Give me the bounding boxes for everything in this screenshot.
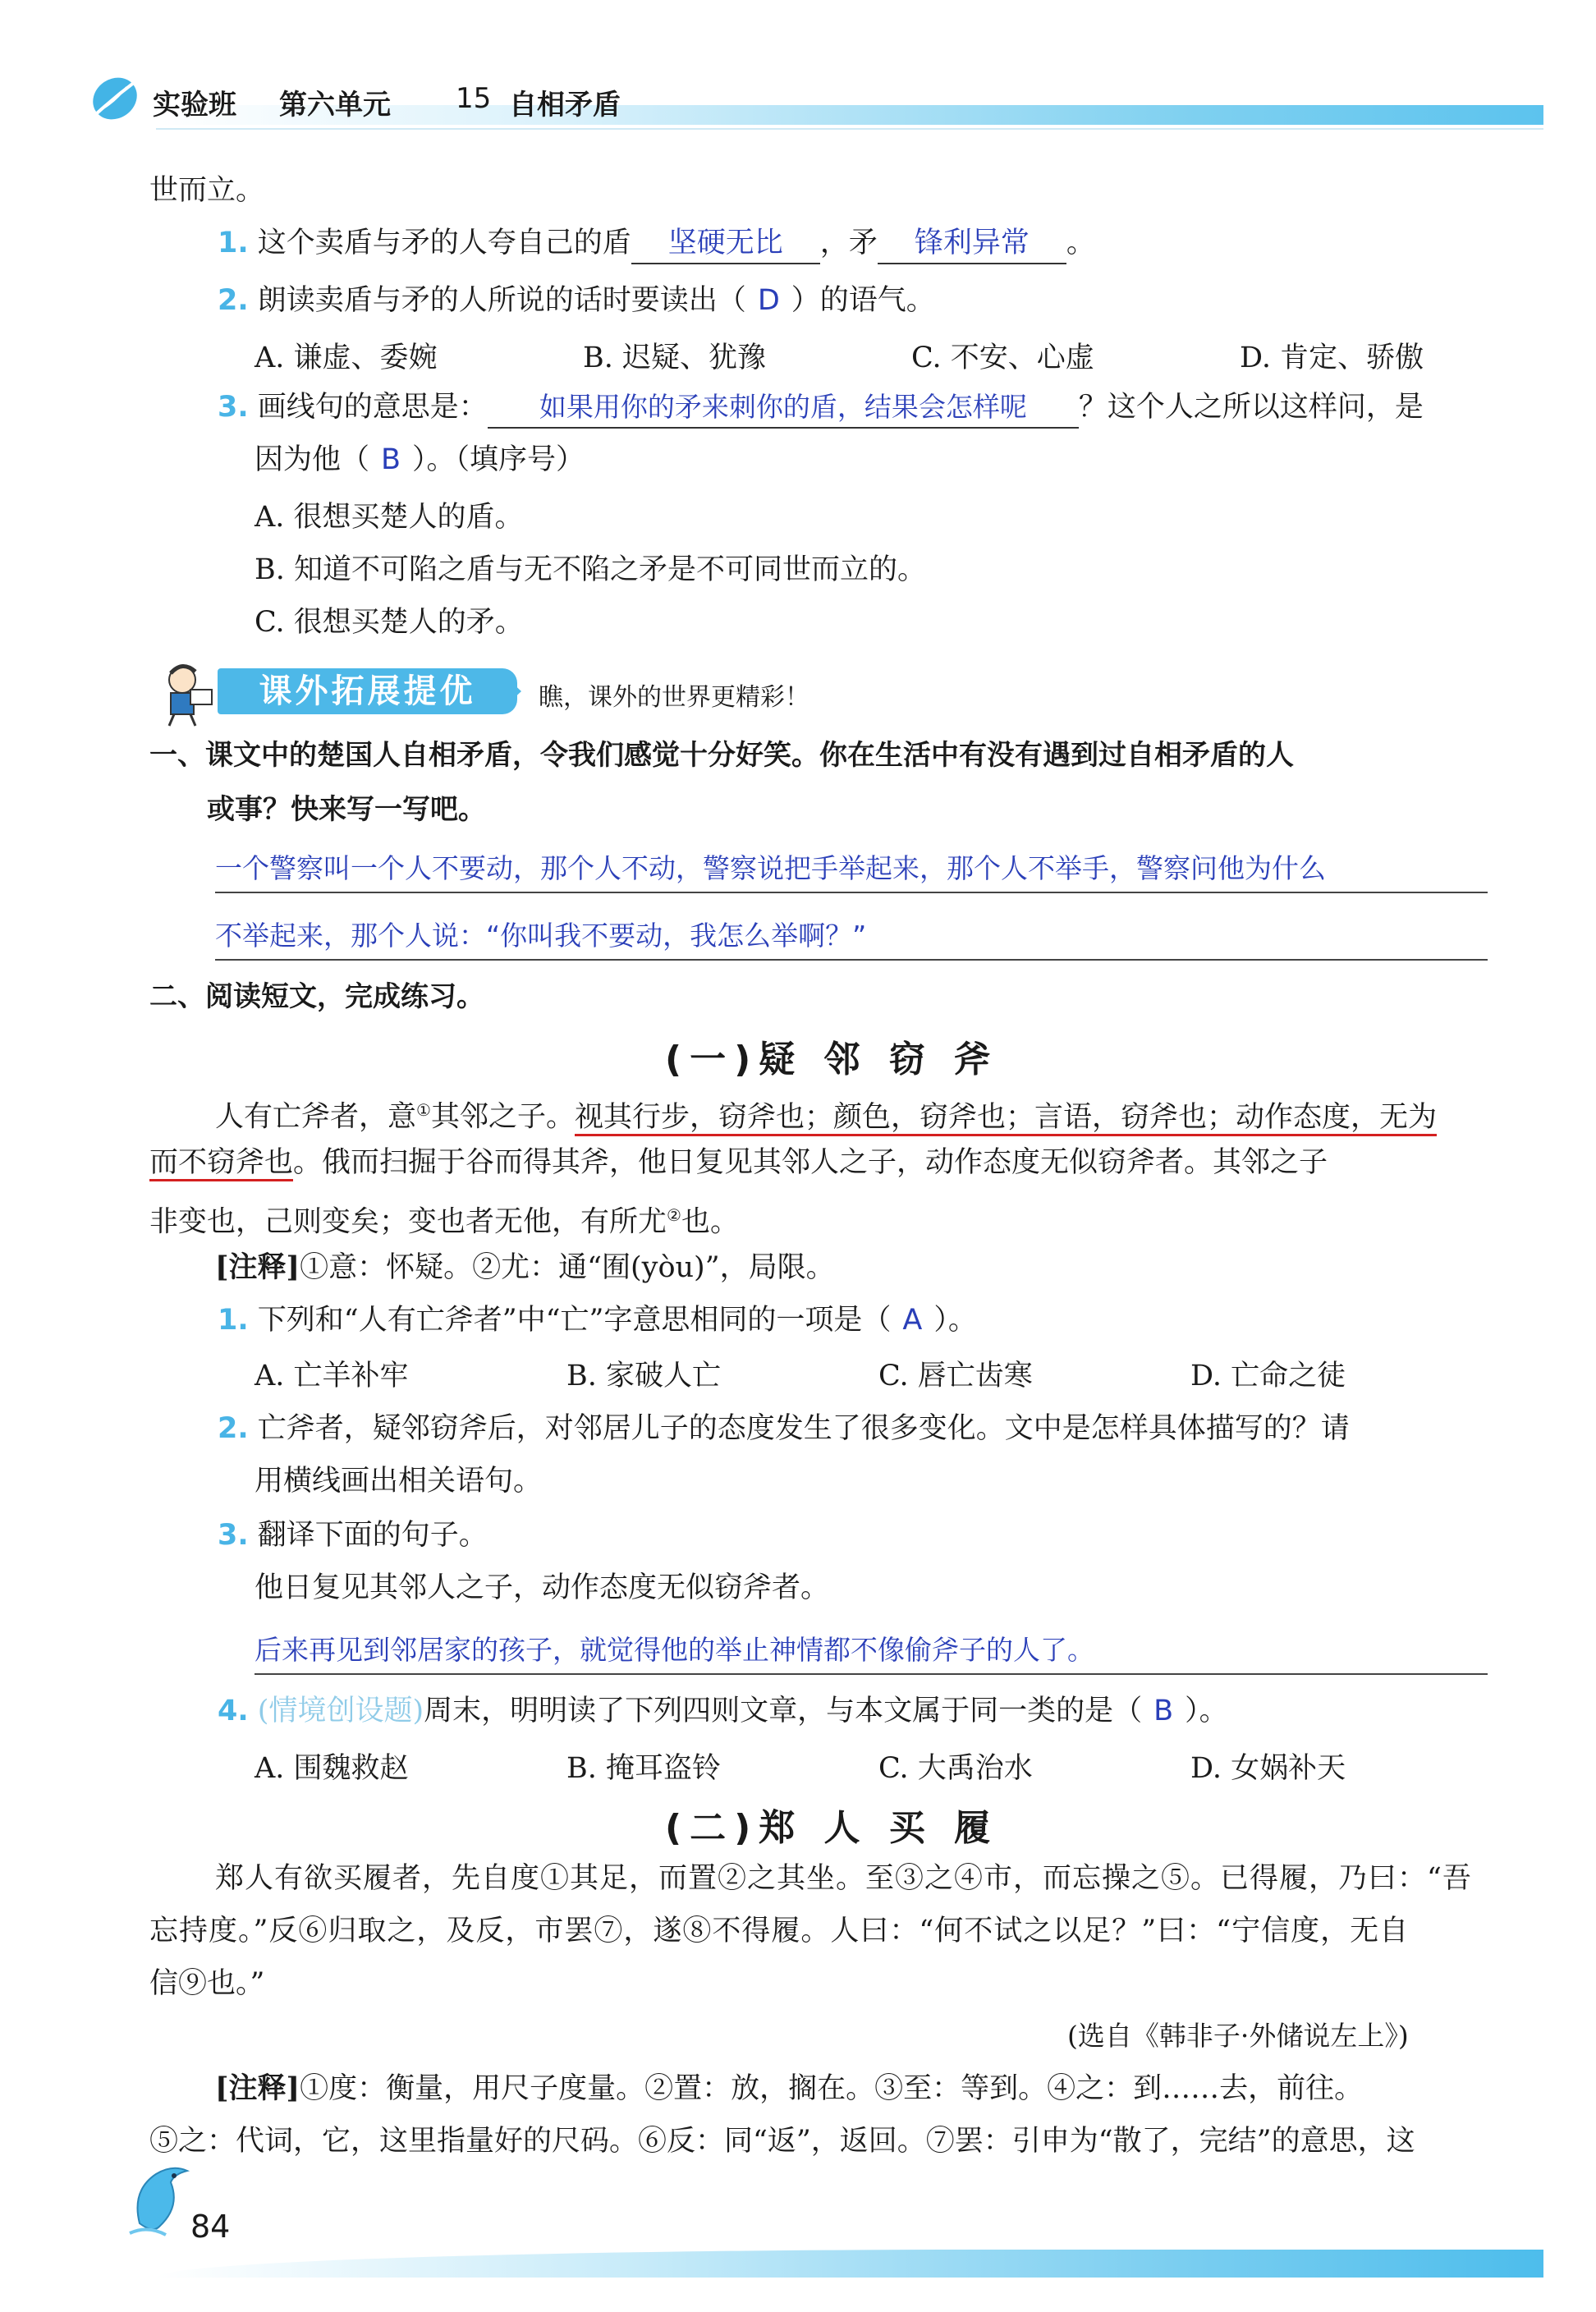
- story2-line1: 郑人有欲买履者，先自度①其足，而置②之其坐。至③之④市，而忘操之⑤。已得履，乃曰：“吾: [215, 1862, 1472, 1895]
- header-divider: [156, 128, 1543, 130]
- question-3-line-2: 因为他（ B ）。（填序号）: [255, 443, 585, 476]
- handwritten-answer: 后来再见到邻居家的孩子，就觉得他的举止神情都不像偷斧子的人了。: [255, 1634, 1094, 1666]
- handwritten-answer: 不举起来，那个人说：“你叫我不要动，我怎么举啊？”: [215, 920, 867, 952]
- option: A. 亡羊补牢: [255, 1360, 409, 1392]
- underlined-sentence: 而不窃斧也: [149, 1146, 293, 1181]
- story2-line3: 信⑨也。”: [149, 1967, 265, 2000]
- option: C. 很想买楚人的矛。: [255, 606, 524, 639]
- logo-leaf-icon: [89, 72, 141, 125]
- answer-line: [255, 1627, 1488, 1675]
- answer-line: [215, 846, 1488, 893]
- story1-note: [注释]①意：怀疑。②尤：通“囿(yòu)”，局限。: [215, 1250, 835, 1284]
- page-number: 84: [190, 2209, 231, 2245]
- option: C. 大禹治水: [878, 1752, 1033, 1785]
- story1-question-2: 2. 亡斧者，疑邻窃斧后，对邻居儿子的态度发生了很多变化。文中是怎样具体描写的？请: [218, 1412, 1350, 1445]
- question-tag: (情境创设题): [257, 1695, 424, 1727]
- answer-choice: B: [1153, 1695, 1174, 1727]
- story1-title: (一)疑 邻 窃 斧: [665, 1039, 999, 1080]
- option: C. 不安、心虚: [911, 342, 1094, 374]
- sentence-to-translate: 他日复见其邻人之子，动作态度无似窃斧者。: [255, 1571, 830, 1604]
- banner-arrow: [497, 668, 521, 714]
- header-series: 实验班: [153, 89, 236, 122]
- answer-choice: A: [902, 1304, 923, 1337]
- answer-blank: 坚硬无比: [631, 223, 820, 264]
- story2-note: [注释]①度：衡量，用尺子度量。②置：放，搁在。③至：等到。④之：到……去，前往。: [215, 2071, 1364, 2105]
- option: A. 谦虚、委婉: [255, 342, 438, 374]
- part2-heading: 二、阅读短文，完成练习。: [149, 980, 484, 1013]
- answer-line: [215, 913, 1488, 961]
- answer-blank: 如果用你的矛来刺你的盾，结果会怎样呢: [488, 388, 1079, 429]
- option: B. 迟疑、犹豫: [583, 342, 766, 374]
- option: A. 很想买楚人的盾。: [255, 501, 524, 534]
- handwritten-answer: 一个警察叫一个人不要动，那个人不动，警察说把手举起来，那个人不举手，警察问他为什么: [215, 852, 1326, 884]
- underlined-sentence: 视其行步，窃斧也；颜色，窃斧也；言语，窃斧也；动作态度，无为: [575, 1101, 1437, 1136]
- option: B. 知道不可陷之盾与无不陷之矛是不可同世而立的。: [255, 553, 926, 586]
- continued-line: 世而立。: [149, 174, 265, 207]
- section-banner: 课外拓展提优: [218, 668, 517, 714]
- option: A. 围魏救赵: [255, 1752, 409, 1785]
- question-number: 1.: [218, 227, 249, 259]
- option: C. 唇亡齿寒: [878, 1360, 1033, 1392]
- header-lesson-number: 15: [456, 82, 492, 115]
- question-2: 2. 朗读卖盾与矛的人所说的话时要读出（ D ）的语气。: [218, 284, 935, 317]
- footer-wave: [156, 2250, 1543, 2278]
- story1-question-1: 1. 下列和“人有亡斧者”中“亡”字意思相同的一项是（ A ）。: [218, 1304, 977, 1337]
- story2-line2: 忘持度。”反⑥归取之，及反，市罢⑦，遂⑧不得履。人曰：“何不试之以足？”曰：“宁信度，无自: [149, 1915, 1410, 1947]
- answer-choice: D: [757, 284, 780, 317]
- part1-prompt-line1: 一、课文中的楚国人自相矛盾，令我们感觉十分好笑。你在生活中有没有遇到过自相矛盾的人: [149, 739, 1294, 772]
- header-unit: 第六单元: [279, 89, 391, 122]
- option: B. 掩耳盗铃: [566, 1752, 721, 1785]
- story1-question-2-line2: 用横线画出相关语句。: [255, 1465, 543, 1498]
- answer-choice: B: [381, 443, 401, 476]
- answer-blank: 锋利异常: [878, 223, 1066, 264]
- question-3: 3. 画线句的意思是： 如果用你的矛来刺你的盾，结果会怎样呢 ？这个人之所以这样问，是: [218, 388, 1424, 429]
- option: D. 肯定、骄傲: [1240, 342, 1424, 374]
- story1-line2: 而不窃斧也。俄而扫掘于谷而得其斧，他日复见其邻人之子，动作态度无似窃斧者。其邻之子: [149, 1143, 1328, 1182]
- story1-question-3: 3. 翻译下面的句子。: [218, 1519, 488, 1552]
- story1-line3: 非变也，己则变矣；变也者无他，有所尤②也。: [149, 1205, 739, 1239]
- part1-prompt-line2: 或事？快来写一写吧。: [207, 793, 486, 826]
- dolphin-icon: [123, 2158, 197, 2240]
- header-lesson-title: 自相矛盾: [509, 89, 621, 122]
- story2-title: (二)郑 人 买 履: [665, 1807, 999, 1849]
- option: B. 家破人亡: [566, 1360, 721, 1392]
- question-1: 1. 这个卖盾与矛的人夸自己的盾 坚硬无比 ，矛 锋利异常 。: [218, 223, 1095, 264]
- story1-question-4: 4. (情境创设题)周末，明明读了下列四则文章，与本文属于同一类的是（ B ）。: [218, 1695, 1228, 1727]
- story2-source: (选自《韩非子·外储说左上》): [1067, 2020, 1409, 2052]
- story1-line1: 人有亡斧者，意①其邻之子。视其行步，窃斧也；颜色，窃斧也；言语，窃斧也；动作态度，无为: [215, 1090, 1437, 1137]
- option: D. 女娲补天: [1190, 1752, 1346, 1785]
- banner-subtitle: 瞧，课外的世界更精彩！: [539, 683, 809, 712]
- story2-note-line2: ⑤之：代词，它，这里指量好的尺码。⑥反：同“返”，返回。⑦罢：引申为“散了，完结”的意思，这: [149, 2125, 1415, 2158]
- option: D. 亡命之徒: [1190, 1360, 1346, 1392]
- cartoon-reader-icon: [149, 657, 220, 727]
